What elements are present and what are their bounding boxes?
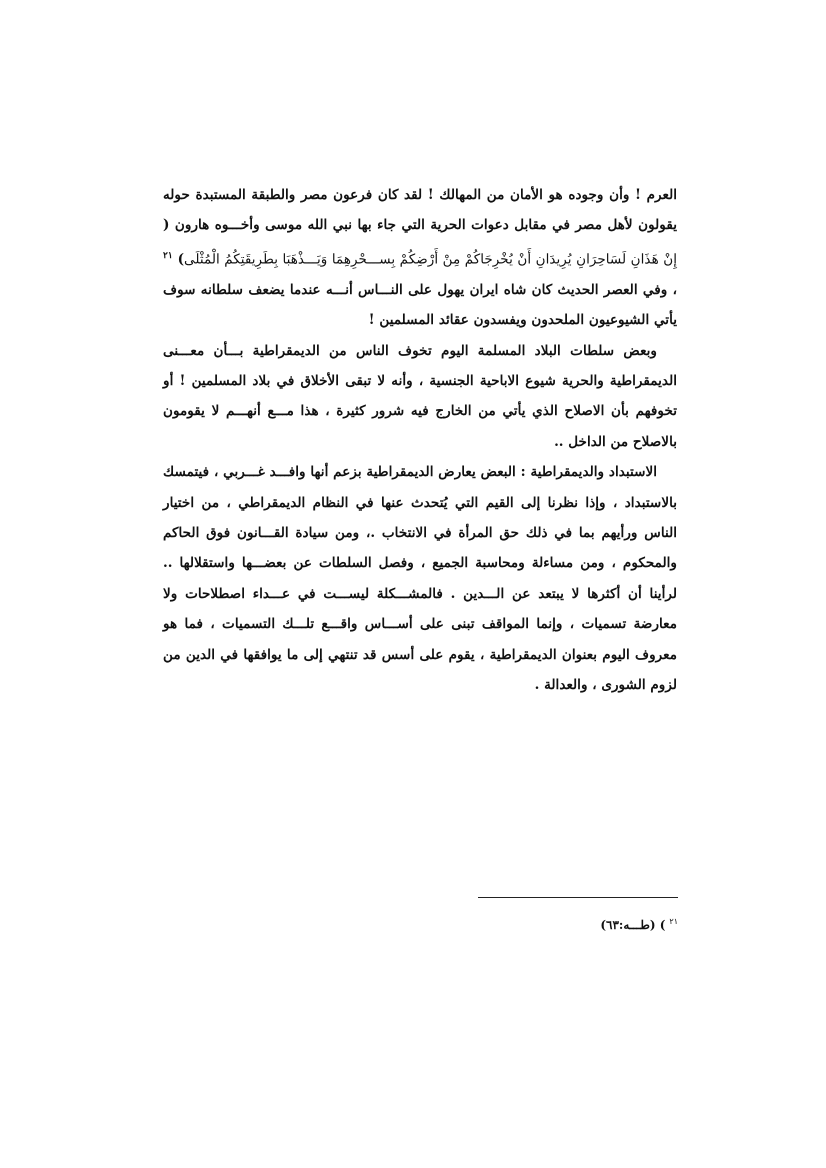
paragraph-2: وبعض سلطات البلاد المسلمة اليوم تخوف الناس من الديمقراطية بـــأن معـــنى الديمقراطية والحرية شيوع الاباحية الجنسية ، وأنه لا تبقى الأخلاق في بلاد المسلمين ! أو تخوفهم بأن الاصلاح الذي يأتي من الخارج فيه شرور كثيرة ، هذا مـــع أنهـــم لا يقومون بالاصلاح من الداخل .. — [163, 342, 677, 450]
footnote-text: ) (طـــه:٦٣) — [600, 918, 666, 932]
quran-verse-close: ) — [172, 251, 185, 268]
quran-verse: إِنْ هَذَانِ لَسَاحِرَانِ يُرِيدَانِ أَنْ يُخْرِجَاكُمْ مِنْ أَرْضِكُمْ بِســـحْرِهِمَا وَيَـــذْهَبَا بِطَرِيقَتِكُمُ الْمُثْلَى — [184, 251, 677, 268]
footnote-marker: ٢١ — [669, 917, 678, 926]
paragraph-1-text-before: العرم ! وأن وجوده هو الأمان من المهالك ! لقد كان فرعون مصر والطبقة المستبدة حوله يقولون لأهل مصر في مقابل دعوات الحرية التي جاء بها نبي الله موسى وأخـــوه هارون ( — [163, 187, 677, 234]
footnote-divider — [478, 897, 678, 898]
footnote-reference[interactable]: ٢١ — [163, 250, 173, 261]
paragraph-1 — [163, 180, 677, 336]
body-text — [163, 180, 677, 700]
footnote — [478, 912, 678, 935]
paragraph-3: الاستبداد والديمقراطية : البعض يعارض الديمقراطية بزعم أنها وافـــد غـــربي ، فيتمسك بالاستبداد ، وإذا نظرنا إلى القيم التي يُتحدث عنها في النظام الديمقراطي ، من اختيار الناس ورأيهم بما في ذلك حق المرأة في الانتخاب .، ومن سيادة القـــانون فوق الحاكم والمحكوم ، ومن مساءلة ومحاسبة الجميع ، وفصل السلطات عن بعضـــها واستقلالها .. لرأينا أن أكثرها لا يبتعد عن الـــدين . فالمشـــكلة ليســـت في عـــداء اصطلاحات ولا معارضة تسميات ، وإنما المواقف تبنى على أســـاس واقـــع تلـــك التسميات ، فما هو معروف اليوم بعنوان الديمقراطية ، يقوم على أسس قد تنتهي إلى ما يوافقها في الدين من لزوم الشورى ، والعدالة . — [163, 464, 677, 694]
paragraph-1-text-after: ، وفي العصر الحديث كان شاه ايران يهول على النـــاس أنـــه عندما يضعف سلطانه سوف يأتي الشيوعيون الملحدون ويفسدون عقائد المسلمين ! — [163, 281, 677, 329]
